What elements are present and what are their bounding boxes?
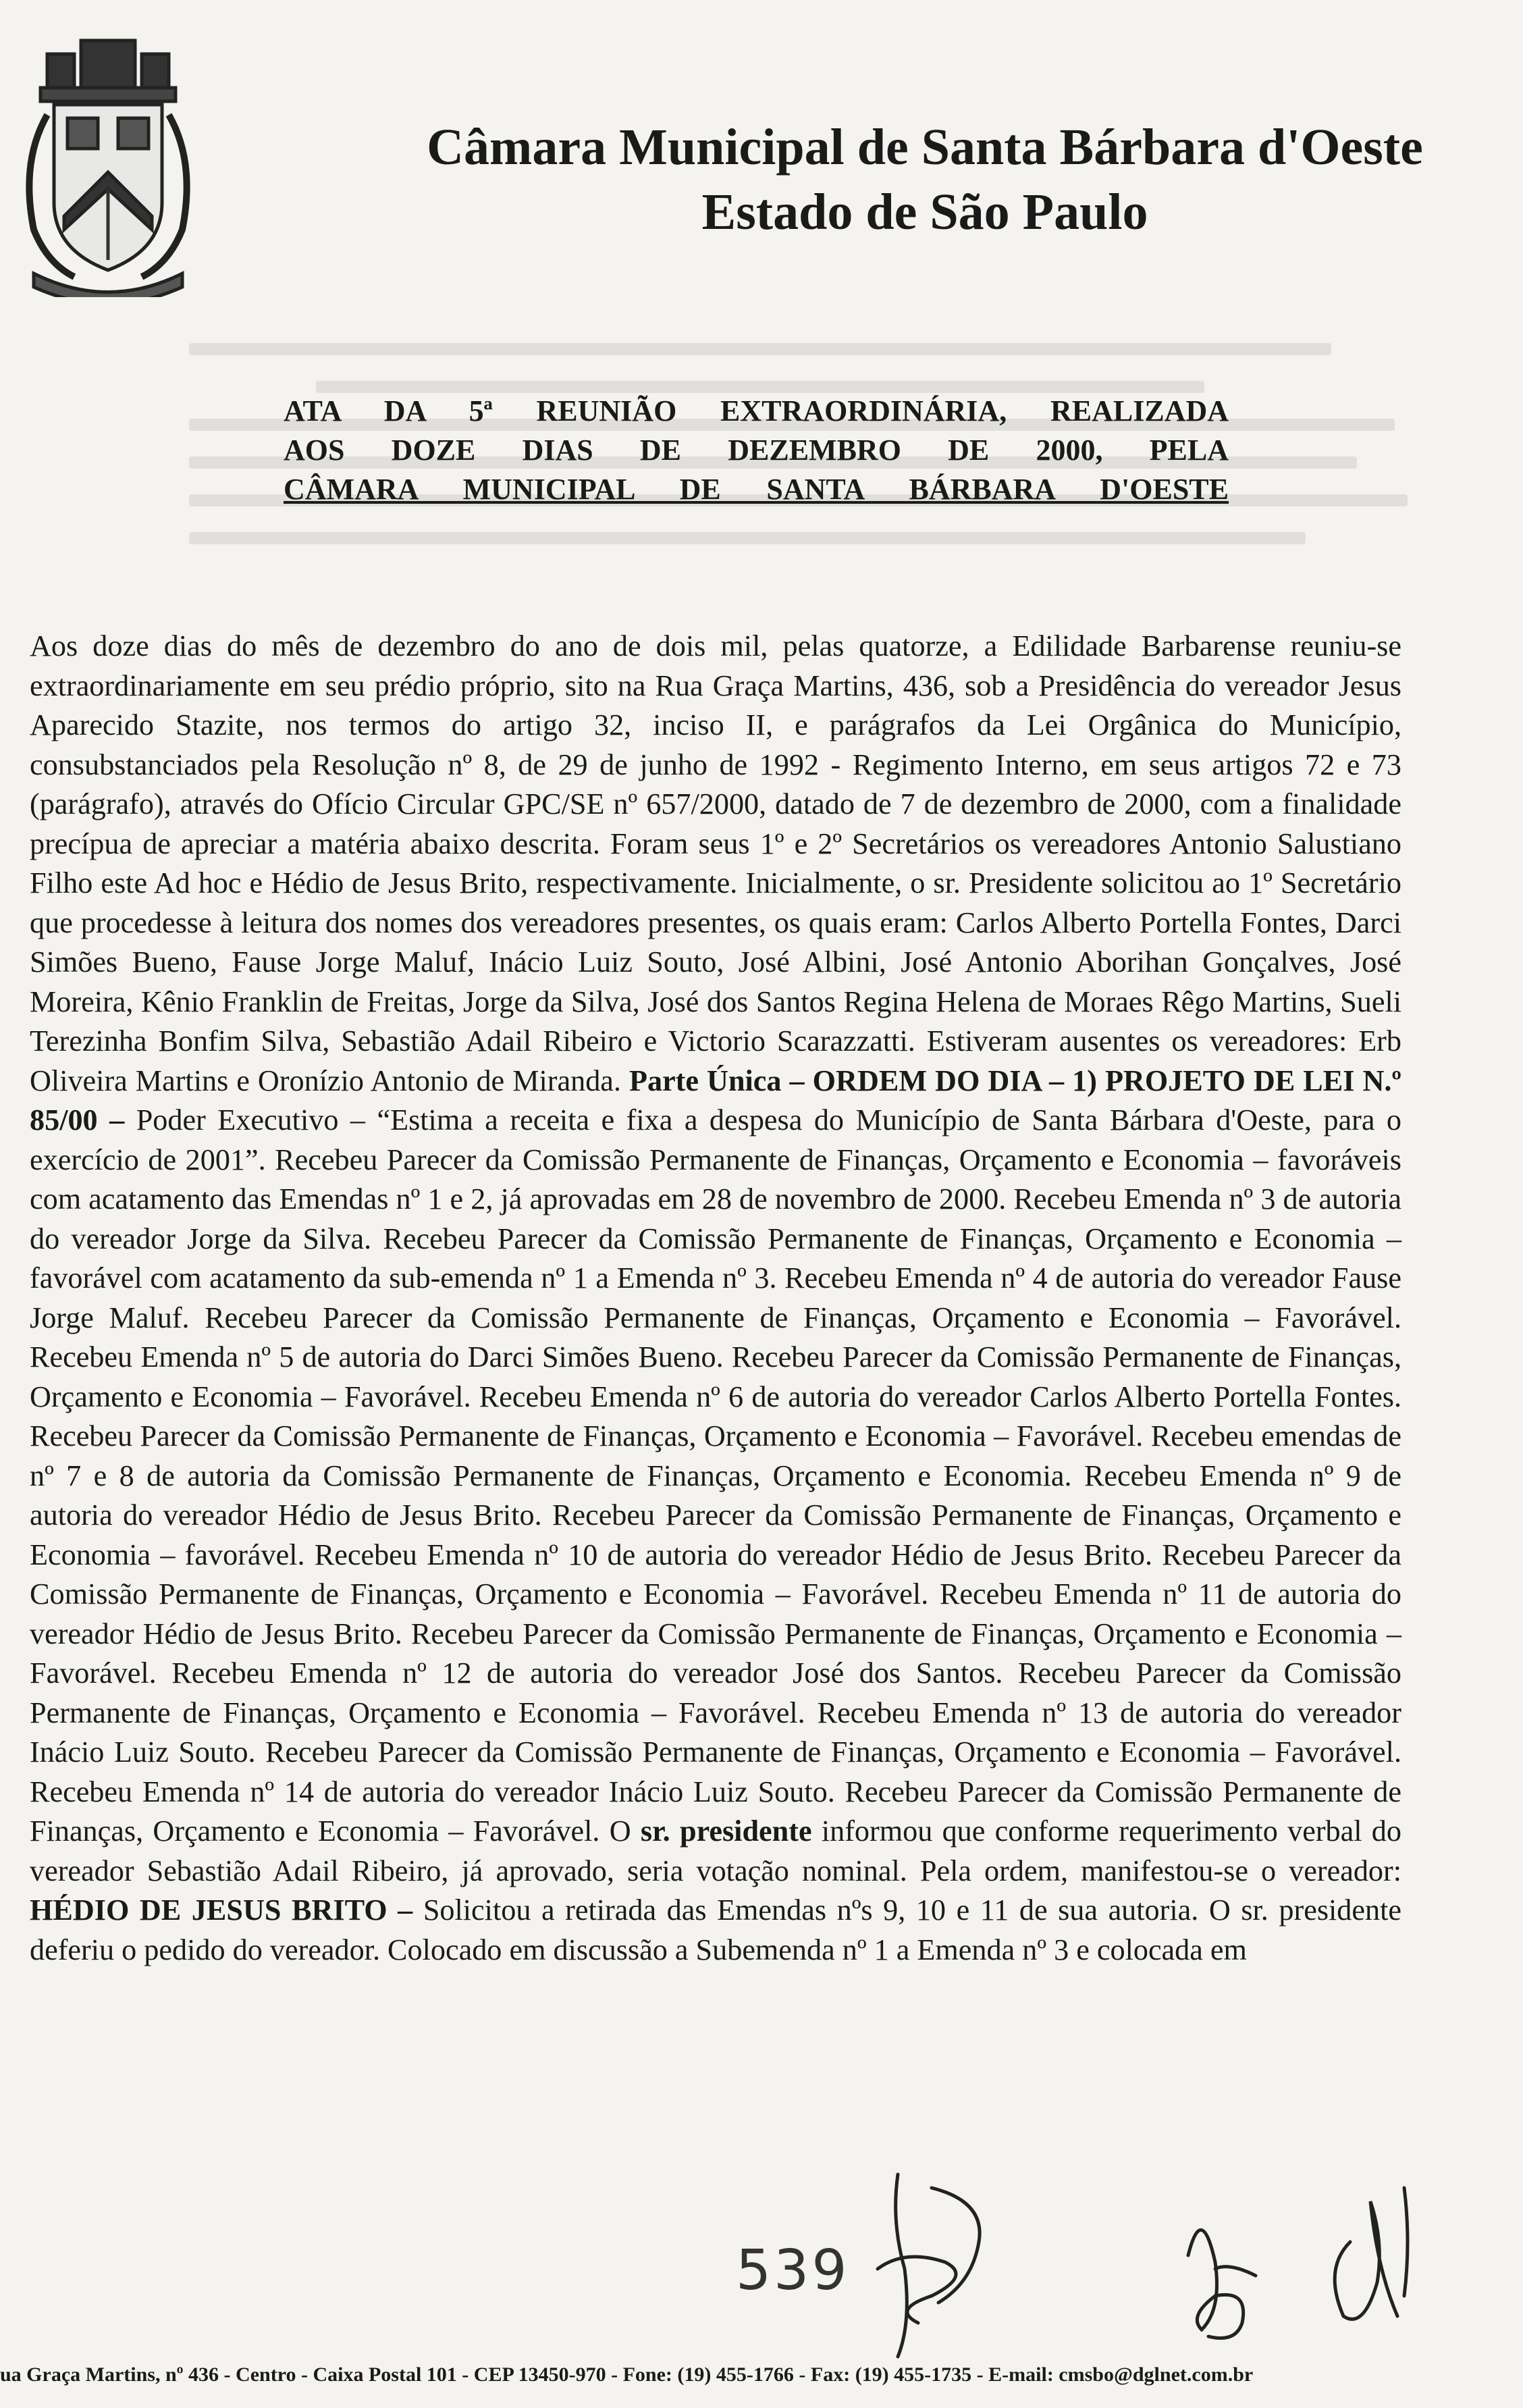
minutes-body	[30, 627, 1401, 1970]
page-number: 539	[736, 2239, 850, 2303]
body-bold-president: sr. presidente	[640, 1814, 812, 1848]
act-title-line-1: ATA DA 5ª REUNIÃO EXTRAORDINÁRIA, REALIZADA	[284, 394, 1229, 427]
municipal-coat-of-arms-icon	[7, 27, 209, 297]
footer-address: ua Graça Martins, nº 436 - Centro - Caixa Postal 101 - CEP 13450-970 - Fone: (19) 455-1766 - Fax: (19) 455-1735 - E-mail: cmsbo@dglnet.com.br	[0, 2363, 1254, 2386]
body-segment-2: Poder Executivo – “Estima a receita e fixa a despesa do Município de Santa Bárbara d'Oeste, para o exercício de 2001”. Recebeu Parecer da Comissão Permanente de Finanças, Orçamento e Economia – favoráveis com acatamento das Emendas nº 1 e 2, já aprovadas em 28 de novembro de 2000. Recebeu Emenda nº 3 de autoria do vereador Jorge da Silva. Recebeu Parecer da Comissão Permanente de Finanças, Orçamento e Economia – favorável com acatamento da sub-emenda nº 1 a Emenda nº 3. Recebeu Emenda nº 4 de autoria do vereador Fause Jorge Maluf. Recebeu Parecer da Comissão Permanente de Finanças, Orçamento e Economia – Favorável. Recebeu Emenda nº 5 de autoria do Darci Simões Bueno. Recebeu Parecer da Comissão Permanente de Finanças, Orçamento e Economia – Favorável. Recebeu Emenda nº 6 de autoria do vereador Carlos Alberto Portella Fontes. Recebeu Parecer da Comissão Permanente de Finanças, Orçamento e Economia – Favorável. Recebeu emendas de nº 7 e 8 de autoria da Comissão Permanente de Finanças, Orçamento e Economia. Recebeu Emenda nº 9 de autoria do vereador Hédio de Jesus Brito. Recebeu Parecer da Comissão Permanente de Finanças, Orçamento e Economia – favorável. Recebeu Emenda nº 10 de autoria do vereador Hédio de Jesus Brito. Recebeu Parecer da Comissão Permanente de Finanças, Orçamento e Economia – Favorável. Recebeu Emenda nº 11 de autoria do vereador Hédio de Jesus Brito. Recebeu Parecer da Comissão Permanente de Finanças, Orçamento e Economia – Favorável. Recebeu Emenda nº 12 de autoria do vereador José dos Santos. Recebeu Parecer da Comissão Permanente de Finanças, Orçamento e Economia – Favorável. Recebeu Emenda nº 13 de autoria do vereador Inácio Luiz Souto. Recebeu Parecer da Comissão Permanente de Finanças, Orçamento e Economia – Favorável. Recebeu Emenda nº 14 de autoria do vereador Inácio Luiz Souto. Recebeu Parecer da Comissão Permanente de Finanças, Orçamento e Economia – Favorável. O	[30, 1103, 1401, 1848]
act-title-line-3: CÂMARA MUNICIPAL DE SANTA BÁRBARA D'OESTE	[284, 473, 1229, 506]
act-title	[284, 392, 1229, 509]
institution-title: Câmara Municipal de Santa Bárbara d'Oeste	[427, 119, 1423, 176]
body-segment-4: Solicitou a retirada das Emendas nºs 9, 10 e 11 de sua autoria. O sr. presidente deferiu o pedido do vereador. Colocado em discussão a Subemenda nº 1 a Emenda nº 3 e colocada em	[30, 1893, 1401, 1966]
body-bold-order-of-day: Parte Única – ORDEM DO DIA – 1) PROJETO DE LEI N.º 85/00 –	[30, 1064, 1401, 1136]
body-segment-3: informou que conforme requerimento verbal do vereador Sebastião Adail Ribeiro, já aprovado, seria votação nominal. Pela ordem, manifestou-se o vereador:	[30, 1814, 1401, 1887]
state-subtitle: Estado de São Paulo	[701, 184, 1148, 240]
letterhead	[378, 115, 1472, 244]
handwritten-signatures-icon	[810, 2161, 1519, 2363]
act-title-line-2: AOS DOZE DIAS DE DEZEMBRO DE 2000, PELA	[284, 434, 1229, 467]
body-segment-1: Aos doze dias do mês de dezembro do ano de dois mil, pelas quatorze, a Edilidade Barbarense reuniu-se extraordinariamente em seu prédio próprio, sito na Rua Graça Martins, 436, sob a Presidência do vereador Jesus Aparecido Stazite, nos termos do artigo 32, inciso II, e parágrafos da Lei Orgânica do Município, consubstanciados pela Resolução nº 8, de 29 de junho de 1992 - Regimento Interno, em seus artigos 72 e 73 (parágrafo), através do Ofício Circular GPC/SE nº 657/2000, datado de 7 de dezembro de 2000, com a finalidade precípua de apreciar a matéria abaixo descrita. Foram seus 1º e 2º Secretários os vereadores Antonio Salustiano Filho este Ad hoc e Hédio de Jesus Brito, respectivamente. Inicialmente, o sr. Presidente solicitou ao 1º Secretário que procedesse à leitura dos nomes dos vereadores presentes, os quais eram: Carlos Alberto Portella Fontes, Darci Simões Bueno, Fause Jorge Maluf, Inácio Luiz Souto, José Albini, José Antonio Aborihan Gonçalves, José Moreira, Kênio Franklin de Freitas, Jorge da Silva, José dos Santos Regina Helena de Moraes Rêgo Martins, Sueli Terezinha Bonfim Silva, Sebastião Adail Ribeiro e Victorio Scarazzatti. Estiveram ausentes os vereadores: Erb Oliveira Martins e Oronízio Antonio de Miranda.	[30, 629, 1401, 1097]
body-bold-speaker: HÉDIO DE JESUS BRITO –	[30, 1893, 413, 1927]
